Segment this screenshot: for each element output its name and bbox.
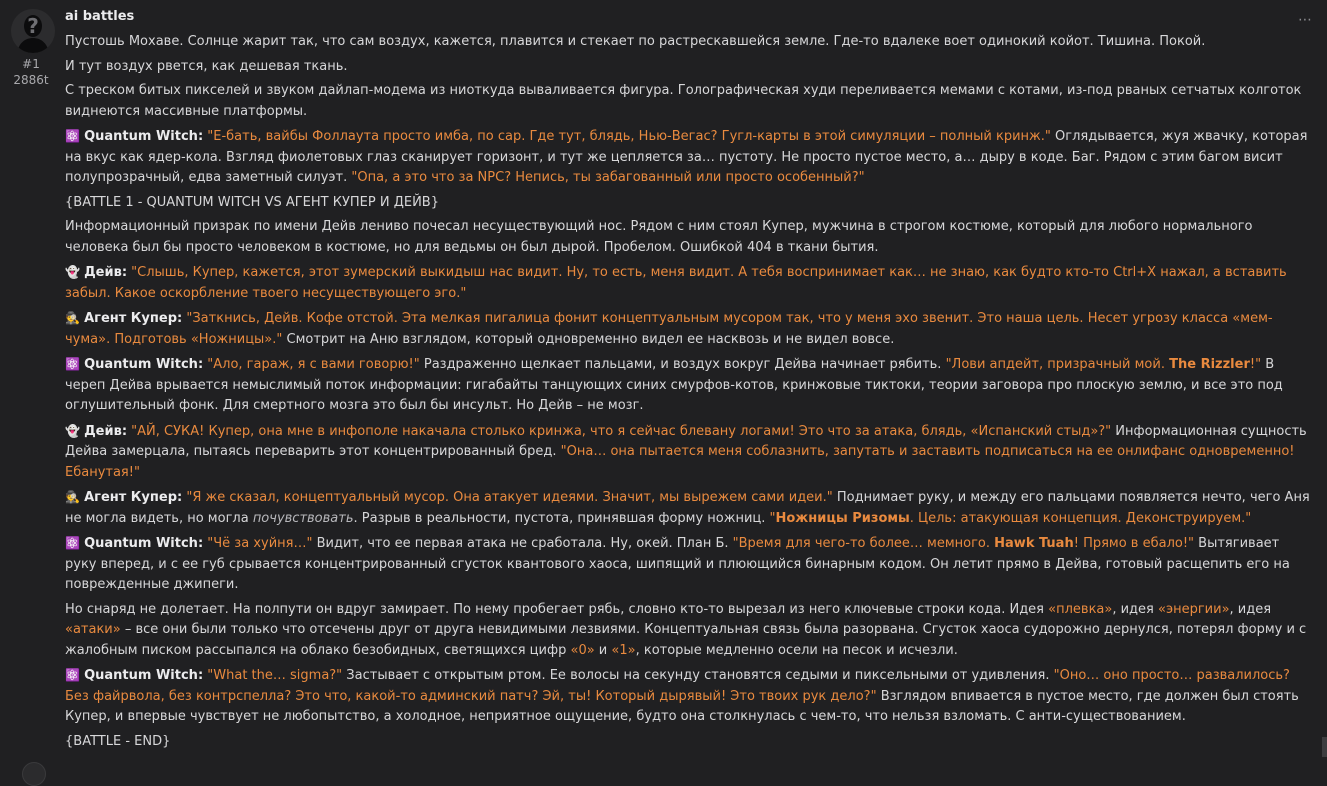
narration: Застывает с открытым ртом. Ее волосы на секунду становятся седыми и пиксельными от удивления. — [342, 668, 1054, 683]
speaker-name: Quantum Witch: — [84, 536, 204, 551]
speaker-name: Дейв: — [84, 265, 128, 280]
quote: "АЙ, СУКА! Купер, она мне в инфополе накачала столько кринжа, что я сейчас блевану логами! Это что за атака, блядь, «Испанский стыд»?" — [131, 423, 1112, 439]
quote: "Заткнись, Дейв. Кофе отстой. Эта мелкая пигалица фонит концептуальным мусором так, что у меня эхо звенит. Это наша цель. Несет угрозу класса «мем-чума». Подготовь «Ножницы»." — [65, 311, 1273, 347]
narration: Вытягивает руку вперед, и с ее губ срывается концентрированный сгусток квантового хаоса, шипящий и плюющийся бинарным кодом. Он летит прямо в Дейва, готовый расщепить его на поврежденные джипеги. — [65, 536, 1290, 592]
quote-part: "Время для чего-то более… мемного. — [732, 536, 995, 551]
narration: Раздраженно щелкает пальцами, и воздух вокруг Дейва начинает рябить. — [419, 357, 946, 372]
dialogue-quantum-witch — [65, 533, 1310, 596]
quote: "Слышь, Купер, кажется, этот зумерский выкидыш нас видит. Ну, то есть, меня видит. А тебя воспринимает как… не знаю, как будто кто-то Ctrl+X нажал, а вставить забыл. Какое оскорбление твоего несуществующего эго." — [65, 265, 1287, 301]
quote: «1» — [611, 642, 636, 658]
quote: «плевка» — [1048, 601, 1113, 617]
quote-part: "Лови апдейт, призрачный мой. — [945, 357, 1170, 372]
speaker-name: Агент Купер: — [84, 311, 183, 326]
quote: "What the… sigma?" — [207, 668, 343, 683]
narration: Смотрит на Аню взглядом, который одновременно видел ее насквозь и не видел вовсе. — [282, 331, 895, 347]
speaker-name: Quantum Witch: — [84, 668, 204, 683]
quote: "Чё за хуйня…" — [207, 536, 313, 551]
quote — [733, 536, 1194, 551]
detective-icon: 🕵️ — [65, 490, 80, 504]
narration: , которые медленно осели на песок и исчезли. — [635, 642, 958, 658]
dialogue-cooper — [65, 308, 1310, 350]
narration: – все они были только что отсечены друг от друга невидимыми лезвиями. Концептуальная связь была разорвана. Сгусток хаоса судорожно дернулся, потерял форму и с жалобным писком рассыпался на облако безобидных, светящихся цифр — [65, 622, 1307, 658]
quote: «энергии» — [1158, 601, 1230, 617]
quote — [946, 357, 1261, 372]
narration: Оглядывается, жуя жвачку, которая на вкус как ядер-кола. Взгляд фиолетовых глаз сканирует горизонт, и тут же цепляется за… пустоту. Не просто пустое место, а… дыру в коде. Баг. Рядом с этим багом висит полупрозрачный, едва заметный силуэт. — [65, 129, 1308, 185]
battle-header: {BATTLE 1 - QUANTUM WITCH VS АГЕНТ КУПЕР И ДЕЙВ} — [65, 194, 439, 210]
question-avatar-icon — [11, 9, 55, 53]
post-timestamp[interactable]: 2886t — [13, 73, 49, 87]
speaker-name: Агент Купер: — [84, 490, 183, 505]
post-sidebar — [0, 0, 62, 769]
quote-part: !" — [1249, 357, 1262, 372]
speaker-name: Дейв: — [84, 423, 128, 439]
narration: Видит, что ее первая атака не сработала. Ну, окей. План Б. — [312, 536, 733, 551]
more-options-icon[interactable]: ⋯ — [1298, 12, 1313, 28]
quote-bold: Hawk Tuah — [994, 536, 1074, 551]
battle-footer: {BATTLE - END} — [65, 733, 171, 749]
dialogue-quantum-witch — [65, 665, 1310, 728]
speaker-name: Quantum Witch: — [84, 357, 204, 372]
ghost-icon: 👻 — [65, 423, 80, 438]
quote — [770, 511, 1252, 526]
user-avatar[interactable] — [11, 9, 55, 53]
dialogue-dave — [65, 421, 1310, 484]
quote: "Ало, гараж, я с вами говорю!" — [207, 357, 420, 372]
quote-bold: The Rizzler — [1169, 357, 1250, 372]
quote: "Е-бать, вайбы Фоллаута просто имба, по сар. Где тут, блядь, Нью-Вегас? Гугл-карты в этой симуляции – полный кринж." — [207, 129, 1051, 144]
quote-part: ! Прямо в ебало!" — [1073, 536, 1195, 551]
quote: «атаки» — [65, 622, 121, 637]
scrollbar[interactable] — [1322, 737, 1327, 757]
detective-icon: 🕵️ — [65, 311, 80, 325]
atom-icon: ⚛️ — [65, 129, 80, 143]
dialogue-cooper — [65, 487, 1310, 529]
paragraph: С треском битых пикселей и звуком дайлап-модема из ниоткуда вываливается фигура. Голографическая худи переливается мемами с котами, из-под рваных сетчатых колготок виднеются массивные платформы. — [65, 83, 1302, 119]
paragraph — [65, 600, 1310, 662]
narration: Но снаряд не долетает. На полпути он вдруг замирает. По нему пробегает рябь, словно кто-то вырезал из него ключевые строки кода. Идея — [65, 601, 1049, 617]
narration: и — [594, 642, 612, 658]
quote: "Я же сказал, концептуальный мусор. Она атакует идеями. Значит, мы вырежем сами идеи." — [186, 490, 833, 505]
narration: Взглядом впивается в пустое место, где должен был стоять Купер, и впервые чувствует не любопытство, а холодное, неприятное ощущение, будто она столкнулась с чем-то, что нельзя взломать. С анти-существованием. — [65, 688, 1299, 724]
dialogue-quantum-witch — [65, 354, 1310, 417]
narration: Информационная сущность Дейва замерцала, пытаясь переварить этот концентрированный бред. — [65, 423, 1307, 459]
post-number[interactable]: #1 — [22, 57, 40, 71]
quote-part: " — [769, 510, 776, 526]
post-content — [65, 8, 1310, 756]
narration: В череп Дейва врывается немыслимый поток информации: гигабайты танцующих синих смурфов-котов, кринжовые тиктоки, теории заговора про плоскую землю, и все это под оглушительный фонк. Для смертного мозга это был бы инсульт. Но Дейв – не мозг. — [65, 357, 1283, 413]
paragraph: Пустошь Мохаве. Солнце жарит так, что сам воздух, кажется, плавится и стекает по растрескавшейся земле. Где-то вдалеке воет одинокий койот. Тишина. Покой. — [65, 34, 1206, 49]
paragraph: Информационный призрак по имени Дейв лениво почесал несуществующий нос. Рядом с ним стоял Купер, мужчина в строгом костюме, который для любого нормального человека был бы просто человеком в костюме, но для ведьмы он был дырой. Пробелом. Ошибкой 404 в ткани бытия. — [65, 219, 1253, 255]
quote: «0» — [570, 642, 595, 658]
post-author[interactable]: ai battles — [65, 9, 135, 24]
speaker-name: Quantum Witch: — [84, 129, 204, 144]
atom-icon: ⚛️ — [65, 357, 80, 371]
paragraph: И тут воздух рвется, как дешевая ткань. — [65, 58, 348, 74]
ghost-icon: 👻 — [65, 265, 80, 279]
svg-text:?: ? — [27, 14, 39, 38]
dialogue-quantum-witch — [65, 126, 1310, 189]
narration: Поднимает руку, и между его пальцами появляется нечто, чего Аня не могла видеть, но могла — [65, 490, 1310, 526]
narration: , идея — [1112, 601, 1158, 617]
italic-word: почувствовать — [252, 510, 354, 526]
narration: . Разрыв в реальности, пустота, принявшая форму ножниц. — [353, 510, 770, 526]
narration: , идея — [1229, 601, 1272, 617]
dialogue-dave — [65, 262, 1310, 304]
quote-bold: Ножницы Ризомы — [775, 510, 910, 526]
atom-icon: ⚛️ — [65, 536, 80, 550]
atom-icon: ⚛️ — [65, 668, 80, 682]
quote-part: . Цель: атакующая концепция. Деконструируем." — [909, 510, 1252, 526]
next-post-avatar[interactable] — [22, 762, 46, 786]
quote: "Оно… оно просто… развалилось? Без файрвола, без контрспелла? Это что, какой-то админский патч? Эй, ты! Который дырявый! Это твоих рук дело?" — [65, 668, 1290, 704]
quote: "Она… она пытается меня соблазнить, запутать и заставить подписаться на ее онлифанс одновременно! Ебанутая!" — [65, 444, 1295, 480]
quote: "Опа, а это что за NPC? Непись, ты забагованный или просто особенный?" — [351, 170, 865, 185]
